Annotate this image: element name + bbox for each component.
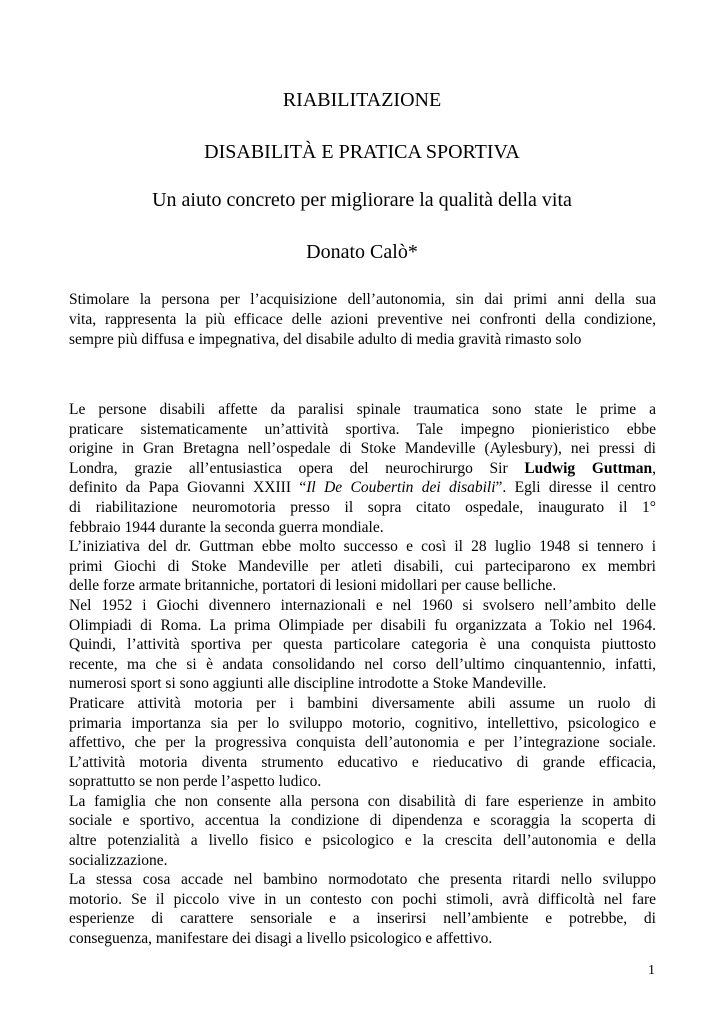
body-text xyxy=(69,400,656,949)
paragraph-line: L’iniziativa del dr. Guttman ebbe molto successo e così il 28 luglio 1948 si tennero i xyxy=(69,538,656,556)
paragraph-line: Le persone disabili affette da paralisi spinale traumatica sono state le prime a xyxy=(69,401,656,418)
paragraph-line: esperienze di carattere sensoriale e a inserirsi nell’ambiente e potrebbe, di xyxy=(69,910,656,928)
paragraph-line: di riabilitazione neuromotoria presso il sopra citato ospedale, inaugurato il 1° xyxy=(69,498,656,516)
paragraph-line: primaria importanza sia per lo sviluppo motorio, cognitivo, intellettivo, psicologico e xyxy=(69,714,656,732)
line-text: , xyxy=(652,459,656,477)
paragraph-line: Olimpiadi di Roma. La prima Olimpiade per disabili fu organizzata a Tokio nel 1964. xyxy=(69,616,656,634)
paragraph-line: altre potenzialità a livello fisico e psicologico e la crescita dell’autonomia e della xyxy=(69,832,656,850)
paragraph-line: numerosi sport si sono aggiunti alle discipline introdotte a Stoke Mandeville. xyxy=(69,675,547,693)
paragraph-line: La famiglia che non consente alla persona con disabilità di fare esperienze in ambito xyxy=(69,792,656,810)
document-title: RIABILITAZIONE xyxy=(282,89,442,111)
paragraph-line: conseguenza, manifestare dei disagi a livello psicologico e affettivo. xyxy=(69,930,493,948)
paragraph-line: primi Giochi di Stoke Mandeville per atleti disabili, cui parteciparono ex membri xyxy=(69,557,656,575)
line-text: definito da Papa Giovanni XXIII “ xyxy=(69,479,307,497)
paragraph-line: soprattutto se non perde l’aspetto ludico. xyxy=(69,773,322,791)
line-text: ”. Egli diresse il centro xyxy=(495,479,656,497)
page-number: 1 xyxy=(648,963,655,978)
paragraph-line: origine in Gran Bretagna nell’ospedale di Stoke Mandeville (Aylesbury), nei pressi di xyxy=(69,440,656,458)
line-text: Londra, grazie all’entusiastica opera del neurochirurgo Sir xyxy=(69,459,525,477)
paragraph-line: delle forze armate britanniche, portatori di lesioni midollari per cause belliche. xyxy=(69,577,557,595)
paragraph-line: affettivo, che per la progressiva conquista dell’autonomia e per l’integrazione sociale. xyxy=(69,734,656,752)
abstract-line: sempre più diffusa e impegnativa, del disabile adulto di media gravità rimasto solo xyxy=(69,331,582,348)
abstract-line: vita, rappresenta la più efficace delle azioni preventive nei confronti della condizione, xyxy=(69,311,656,328)
paragraph-line xyxy=(69,478,656,498)
paragraph-line xyxy=(69,459,656,479)
paragraph-line: La stessa cosa accade nel bambino normodotato che presenta ritardi nello sviluppo xyxy=(69,871,656,889)
quoted-title: Il De Coubertin dei disabili xyxy=(306,479,496,497)
paragraph-line: L’attività motoria diventa strumento educativo e rieducativo di grande efficacia, xyxy=(69,753,656,771)
paragraph-line: Nel 1952 i Giochi divennero internazionali e nel 1960 si svolsero nell’ambito delle xyxy=(69,596,656,614)
person-name: Ludwig Guttman xyxy=(524,459,653,477)
paragraph-line: recente, ma che si è andata consolidando nel corso dell’ultimo cinquantennio, infatti, xyxy=(69,655,656,673)
document-subtitle: DISABILITÀ E PRATICA SPORTIVA xyxy=(204,141,520,163)
abstract xyxy=(69,290,656,350)
document-tagline: Un aiuto concreto per migliorare la qualità della vita xyxy=(152,189,572,211)
paragraph-line: febbraio 1944 durante la seconda guerra mondiale. xyxy=(69,518,384,536)
paragraph-line: motorio. Se il piccolo vive in un contesto con pochi stimoli, avrà difficoltà nel fare xyxy=(69,890,656,908)
paragraph-line: praticare sistematicamente un’attività sportiva. Tale impegno pionieristico ebbe xyxy=(69,420,656,438)
paragraph-line: Praticare attività motoria per i bambini diversamente abili assume un ruolo di xyxy=(69,694,656,712)
paragraph-line: sociale e sportivo, accentua la condizione di dipendenza e scoraggia la scoperta di xyxy=(69,812,656,830)
author-name: Donato Calò* xyxy=(306,241,418,263)
paragraph-line: Quindi, l’attività sportiva per questa particolare categoria è una conquista piuttosto xyxy=(69,636,656,654)
paragraph-line: socializzazione. xyxy=(69,851,168,869)
abstract-line: Stimolare la persona per l’acquisizione dell’autonomia, sin dai primi anni della sua xyxy=(69,291,656,308)
